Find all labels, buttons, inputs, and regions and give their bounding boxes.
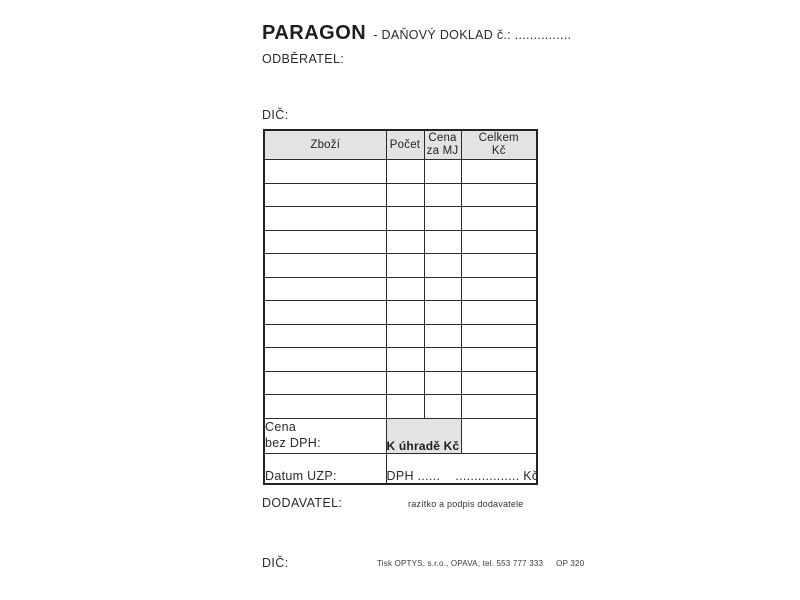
customer-vat-id-label: DIČ:: [262, 108, 289, 122]
blank-item-cell: [461, 324, 537, 348]
blank-item-row: [264, 277, 537, 301]
blank-item-cell: [264, 348, 386, 372]
total-amount-cell: [461, 418, 537, 453]
blank-item-row: [264, 371, 537, 395]
blank-item-cell: [264, 254, 386, 278]
stamp-signature-note: razítko a podpis dodavatele: [408, 499, 524, 509]
vat-amount-line-cell: DPH ...... ................. Kč: [386, 453, 537, 484]
blank-item-cell: [424, 371, 461, 395]
blank-item-row: [264, 160, 537, 184]
blank-item-cell: [386, 324, 424, 348]
price-excl-vat-label-cell: Cena bez DPH:: [264, 418, 386, 453]
blank-item-cell: [461, 183, 537, 207]
column-header-goods-label: Zboží: [310, 138, 341, 151]
column-header-goods: [264, 130, 386, 160]
blank-item-cell: [461, 160, 537, 184]
form-code: OP 320: [556, 559, 585, 568]
blank-item-cell: [386, 348, 424, 372]
supplier-vat-id-label: DIČ:: [262, 556, 289, 570]
total-due-label-cell: K úhradě Kč: [386, 418, 461, 453]
column-header-total: Celkem Kč: [461, 130, 537, 160]
blank-item-row: [264, 183, 537, 207]
customer-label: ODBĚRATEL:: [262, 52, 345, 66]
blank-item-cell: [424, 348, 461, 372]
blank-item-cell: [386, 301, 424, 325]
column-header-quantity-label: Počet: [389, 138, 421, 151]
form-header: [262, 22, 571, 45]
blank-item-cell: [424, 254, 461, 278]
blank-item-cell: [264, 230, 386, 254]
blank-item-cell: [461, 348, 537, 372]
blank-item-cell: [424, 183, 461, 207]
table-header-row: [264, 130, 537, 160]
blank-item-cell: [461, 254, 537, 278]
blank-item-cell: [424, 230, 461, 254]
items-table: [263, 129, 538, 485]
blank-item-cell: [264, 371, 386, 395]
summary-row-date-vat: [264, 453, 537, 484]
blank-item-cell: [386, 160, 424, 184]
form-subtitle-document-number: - DAŇOVÝ DOKLAD č.: ...............: [373, 28, 572, 42]
printer-info-line: [377, 559, 584, 568]
blank-item-cell: [424, 160, 461, 184]
supplier-label: DODAVATEL:: [262, 496, 343, 510]
blank-item-cell: [264, 183, 386, 207]
blank-item-row: [264, 324, 537, 348]
blank-item-cell: [461, 277, 537, 301]
column-header-unit-price: Cena za MJ: [424, 130, 461, 160]
date-uzp-label-cell: Datum UZP:: [264, 453, 386, 484]
blank-item-cell: [264, 160, 386, 184]
blank-item-row: [264, 395, 537, 419]
blank-item-cell: [386, 207, 424, 231]
blank-item-cell: [264, 301, 386, 325]
blank-item-cell: [264, 324, 386, 348]
supplier-section: [262, 496, 536, 512]
blank-item-row: [264, 207, 537, 231]
summary-row-price-excl-vat: [264, 418, 537, 453]
blank-item-cell: [461, 207, 537, 231]
blank-item-cell: [424, 324, 461, 348]
blank-item-cell: [461, 371, 537, 395]
printer-info: Tisk OPTYS, s.r.o., OPAVA, tel. 553 777 333: [377, 559, 544, 568]
form-title: PARAGON: [262, 22, 367, 44]
blank-item-cell: [461, 301, 537, 325]
blank-item-cell: [461, 230, 537, 254]
blank-item-cell: [386, 230, 424, 254]
blank-item-cell: [386, 254, 424, 278]
blank-item-cell: [424, 207, 461, 231]
blank-item-cell: [424, 301, 461, 325]
blank-item-row: [264, 348, 537, 372]
blank-item-row: [264, 301, 537, 325]
blank-item-cell: [461, 395, 537, 419]
blank-item-cell: [386, 277, 424, 301]
blank-item-cell: [264, 207, 386, 231]
column-header-quantity: [386, 130, 424, 160]
blank-item-cell: [424, 277, 461, 301]
blank-item-cell: [386, 371, 424, 395]
blank-item-row: [264, 230, 537, 254]
blank-item-row: [264, 254, 537, 278]
blank-item-cell: [386, 183, 424, 207]
blank-item-cell: [264, 277, 386, 301]
blank-item-cell: [264, 395, 386, 419]
blank-item-cell: [424, 395, 461, 419]
blank-item-cell: [386, 395, 424, 419]
